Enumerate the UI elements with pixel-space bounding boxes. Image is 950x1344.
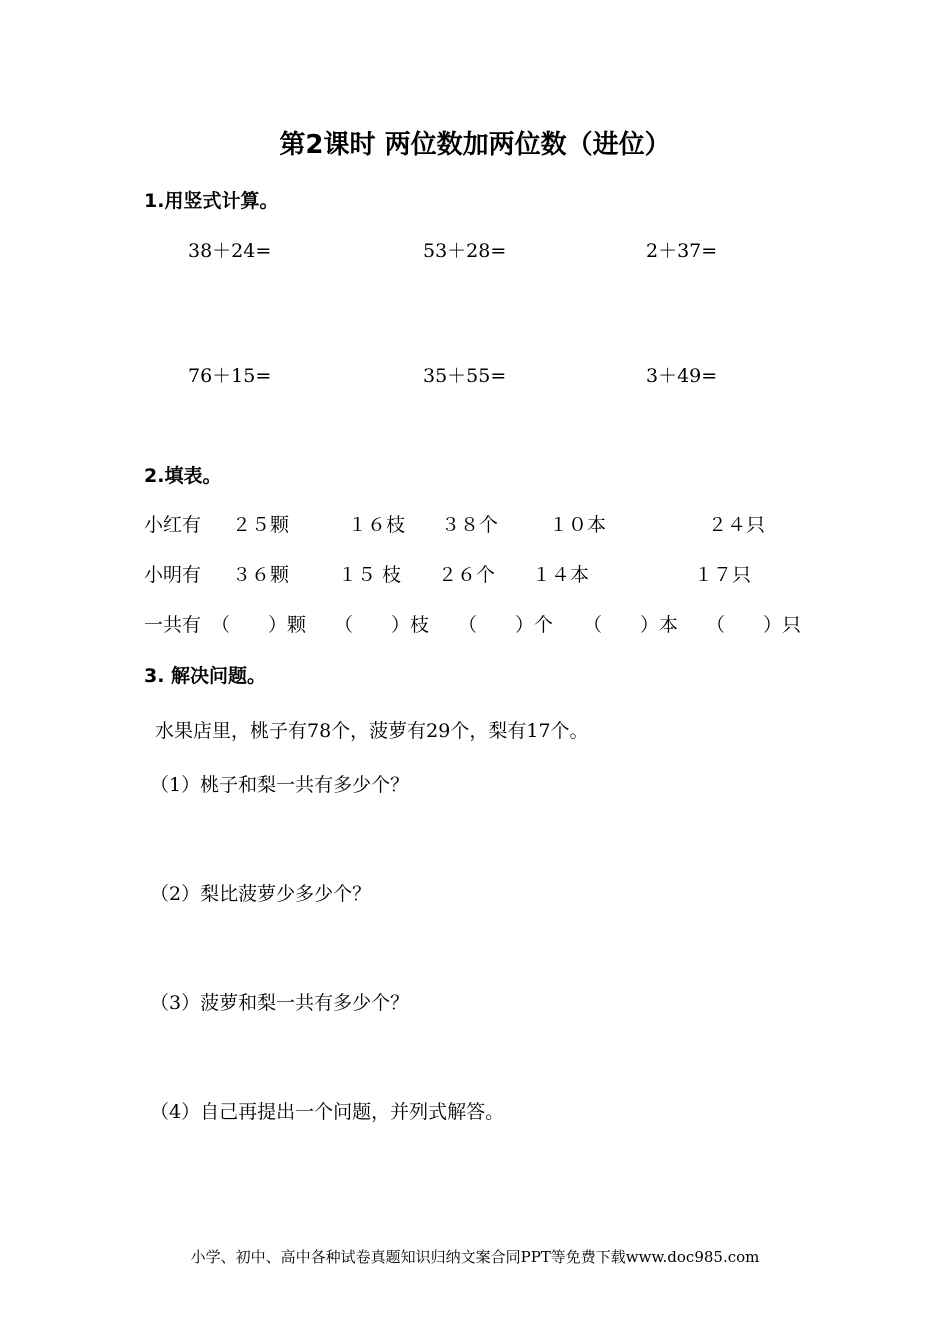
table-cell: １０本 <box>549 514 607 536</box>
problem-4: 76＋15= <box>188 365 272 387</box>
table-cell: １６枝 <box>348 514 406 536</box>
answer-blank[interactable]: （ ）个 <box>458 614 554 636</box>
row-label-xiaohong: 小红有 <box>144 514 202 536</box>
problem-6: 3＋49= <box>646 365 718 387</box>
problem-intro: 水果店里，桃子有78个，菠萝有29个，梨有17个。 <box>155 720 589 742</box>
answer-blank[interactable]: （ ）只 <box>706 614 802 636</box>
problem-2: 53＋28= <box>423 240 507 262</box>
table-cell: １４本 <box>532 564 590 586</box>
row-label-total: 一共有 <box>144 614 202 636</box>
problem-3: 2＋37= <box>646 240 718 262</box>
table-cell: ２６个 <box>438 564 496 586</box>
problem-1: 38＋24= <box>188 240 272 262</box>
question-2: （2）梨比菠萝少多少个？ <box>150 883 372 905</box>
page-title: 第2课时 两位数加两位数（进位） <box>279 130 671 160</box>
table-cell: ３６颗 <box>232 564 290 586</box>
question-1: （1）桃子和梨一共有多少个？ <box>150 774 410 796</box>
answer-blank[interactable]: （ ）颗 <box>211 614 307 636</box>
table-cell: １７只 <box>694 564 752 586</box>
question-4: （4）自己再提出一个问题，并列式解答。 <box>150 1101 505 1123</box>
section-2-heading: 2.填表。 <box>144 465 222 487</box>
problem-5: 35＋55= <box>423 365 507 387</box>
answer-blank[interactable]: （ ）枝 <box>334 614 430 636</box>
table-cell: １５ 枝 <box>338 564 402 586</box>
section-1-heading: 1.用竖式计算。 <box>144 190 279 212</box>
section-3-heading: 3. 解决问题。 <box>144 665 267 687</box>
question-3: （3）菠萝和梨一共有多少个？ <box>150 992 410 1014</box>
table-cell: ２５颗 <box>232 514 290 536</box>
footer-note: 小学、初中、高中各种试卷真题知识归纳文案合同PPT等免费下载www.doc985.com <box>190 1248 760 1266</box>
row-label-xiaoming: 小明有 <box>144 564 202 586</box>
table-cell: ２４只 <box>708 514 766 536</box>
answer-blank[interactable]: （ ）本 <box>583 614 679 636</box>
table-cell: ３８个 <box>441 514 499 536</box>
